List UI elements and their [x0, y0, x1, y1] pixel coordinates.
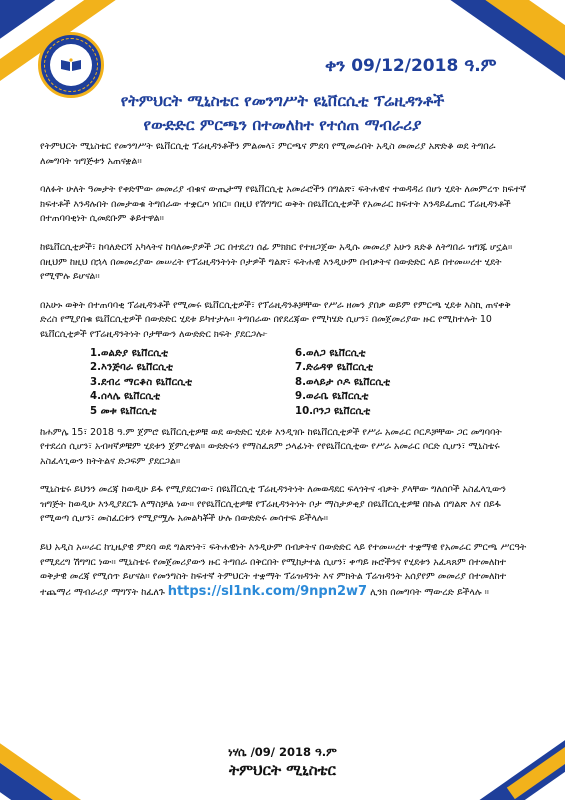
- university-item: 6.ወለጋ ዩኒቨርሲቲ: [295, 347, 366, 359]
- university-item: 1.ወልድያ ዩኒቨርሲቲ: [90, 347, 169, 359]
- university-item: 2.እንጅባራ ዩኒቨርሲቲ: [90, 362, 174, 374]
- university-item: 5 መቱ ዩኒቨርሲቲ: [90, 405, 157, 417]
- paragraph: ባለፉት ሁለት ዓመታት የቀድሞው መመሪያ ብቁና ውጤታማ የዩኒቨርሲቲ አመራሮችን በግልጽ፣ ፍትሐዊና ተወዳዳሪ በሆነ ሂደት ለመምረጥ ክፍተኛ ክፍተቶች እንዳሉበት በመታወቁ ትግበራው ተቋርጦ ነበር። በዚህ የሽግግር ወቅት በዩኒቨርሲቲዎች የአመራር ክፍተት እንዳይፈጠር ፕሬዚዳንቶች በተጠባባቂነት ሲመደቡም ቆይተዋል።: [40, 184, 527, 225]
- paragraph: በአሁኑ ወቅት በተጠባባቂ ፕሬዚዳንቶች የሚመሩ ዩኒቨርሲቲዎች፣ የፕሬዚዳንቶቻቸው የሥራ ዘመን ያበቃ ወይም የምርጫ ሂደቱ እስኪ ጠናቀቅ ድረስ የሚያበቁ ዩኒቨርሲቲዎች በውድድር ሂደቱ ይካተታሉ። ትግበራው በየደረጃው የሚካሄድ ሲሆን፣ በመጀመሪያው ዙር የሚከተሉት 10 ዩኒቨርሲቲዎች የፕሬዚዳንትነት ቦታቸውን ለውድድር ክፍት ያደርጋሉ፦: [40, 299, 511, 340]
- footer-signature: ትምህርት ሚኒስቴር: [229, 761, 336, 779]
- footer-date: ነሃሴ /09/ 2018 ዓ.ም: [228, 745, 337, 759]
- university-item: 9.ወራቤ ዩኒቨርሲቲ: [295, 391, 369, 403]
- university-item: 3.ደብረ ማርቆስ ዩኒቨርሲቲ: [90, 376, 193, 388]
- university-item: 8.ወላይታ ሶዶ ዩኒቨርሲቲ: [295, 376, 391, 388]
- document-title-line-1: የትምህርት ሚኒስቴር የመንግሥት ዩኒቨርሲቲ ፕሬዚዳንቶች: [120, 92, 445, 110]
- guideline-download-link[interactable]: https://sl1nk.com/9npn2w7: [167, 583, 368, 599]
- university-item: 7.ድሬዳዋ ዩኒቨርሲቲ: [295, 362, 374, 374]
- document-date: ቀን 09/12/2018 ዓ.ም: [325, 56, 497, 76]
- paragraph: ሚኒስቴሩ ይህንን መረጃ ከወዲሁ ይፋ የሚያደርገው፣ በዩኒቨርሲቲ ፕሬዚዳንትነት ለመወዳደር ፍላጎትና ብቃት ያላቸው ግለሰቦች አስፈላጊውን ዝግጅት ከወዲሁ እንዲያደርጉ ለማስቻል ነው። የየዩኒቨርሲቲዎቹ የፕሬዚዳንትነት ቦታ ማስታዎቂያ በዩኒቨርሲቲዎቹ በኩል በግልጽ እና በይፋ የሚወጣ ሲሆን፣ መስፈርቱን የሚያሟሉ አመልካቾች ሁሉ በውድድሩ መሳተፍ ይችላሉ።: [40, 484, 506, 525]
- document-title-line-2: የውድድር ምርጫን በተመለከተ የተሰጠ ማብራሪያ: [143, 116, 422, 134]
- paragraph: ከዩኒቨርሲቲዎች፣ ከባለድርሻ አካላትና ከባለሙያዎች ጋር በተደረገ ሰፊ ምክክር የተዘጋጀው አዲሱ መመሪያ አሁን ጸድቆ ለትግበራ ዝግጁ ሆኗል። በዚህም ከዚህ በኋላ በመመሪያው መሠረት የፕሬዚዳንትነት ቦታዎች ግልጽ፣ ፍትሐዊ እንዲሁም በብቃትና በውድድር ላይ በተመሠረተ ሂደት የሚሞሉ ይሆናል።: [40, 241, 513, 283]
- document-body: [40, 140, 528, 614]
- closing-paragraph: [40, 541, 528, 600]
- closing-text-after-link: ሊንክ በመግባት ማውረድ ይችላሉ ።: [370, 586, 489, 598]
- paragraph: ከሐምሌ 15፣ 2018 ዓ.ም ጀምሮ ዩኒቨርሲቲዎቹ ወደ ውድድር ሂደቱ እንዲገቡ ከዩኒቨርሲቲዎች የሥራ አመራር ቦርዶቻቸው ጋር መግባባት የተደረሰ ሲሆን፣ አብዛኛዎቹም ሂደቱን ጀምረዋል። ውድድሩን የማስፈጸም ኃላፊነት የየዩኒቨርሲቲው የሥራ አመራር ቦርድ ሲሆን፣ ሚኒስቴሩ አስፈላጊውን ክትትልና ድጋፍም ያደርጋል።: [40, 426, 502, 467]
- university-item: 4.ሰላሌ ዩኒቨርሲቲ: [90, 391, 161, 403]
- university-list: [90, 347, 490, 420]
- paragraph: የትምህርት ሚኒስቴር የመንግሥት ዩኒቨርሲቲ ፕሬዚዳንቶችን ምልመላ፣ ምርጫና ምደባ የሚመራበት አዲስ መመሪያ አጽድቆ ወደ ትግበራ ለመግባት ዝግጅቱን አጠናቋል።: [40, 141, 496, 167]
- ministry-logo-icon: [38, 32, 104, 98]
- university-item: 10.ቦንጋ ዩኒቨርሲቲ: [295, 405, 371, 417]
- closing-text: ይህ አዲስ አሠራር ከጊዜያዊ ምደባ ወደ ግልጽነት፣ ፍትሐዊነት እንዲሁም በብቃትና በውድድር ላይ የተመሠረተ ተቋማዊ የአመራር ምርጫ ሥርዓት የሚደረግ ሽግግር ነው። ሚኒስቴሩ የመጀመሪያውን ዙር ትግበራ በቅርበት የሚከታተል ሲሆን፣ ቀጣይ ዙሮችንና የሂደቱን አፈጻጸም በተመለከተ ወቅታዊ መረጃ የሚሰጥ ይሆናል። የመንግስት ከፍተኛ ትምህርት ተቋማት ፕሬዝዳንት እና ምክትል ፕሬዝዳንት አሰያየም መመሪያ በተመለከተ ተጨማሪ ማብራሪያ ማግኘት ከፈለጉ: [40, 542, 527, 598]
